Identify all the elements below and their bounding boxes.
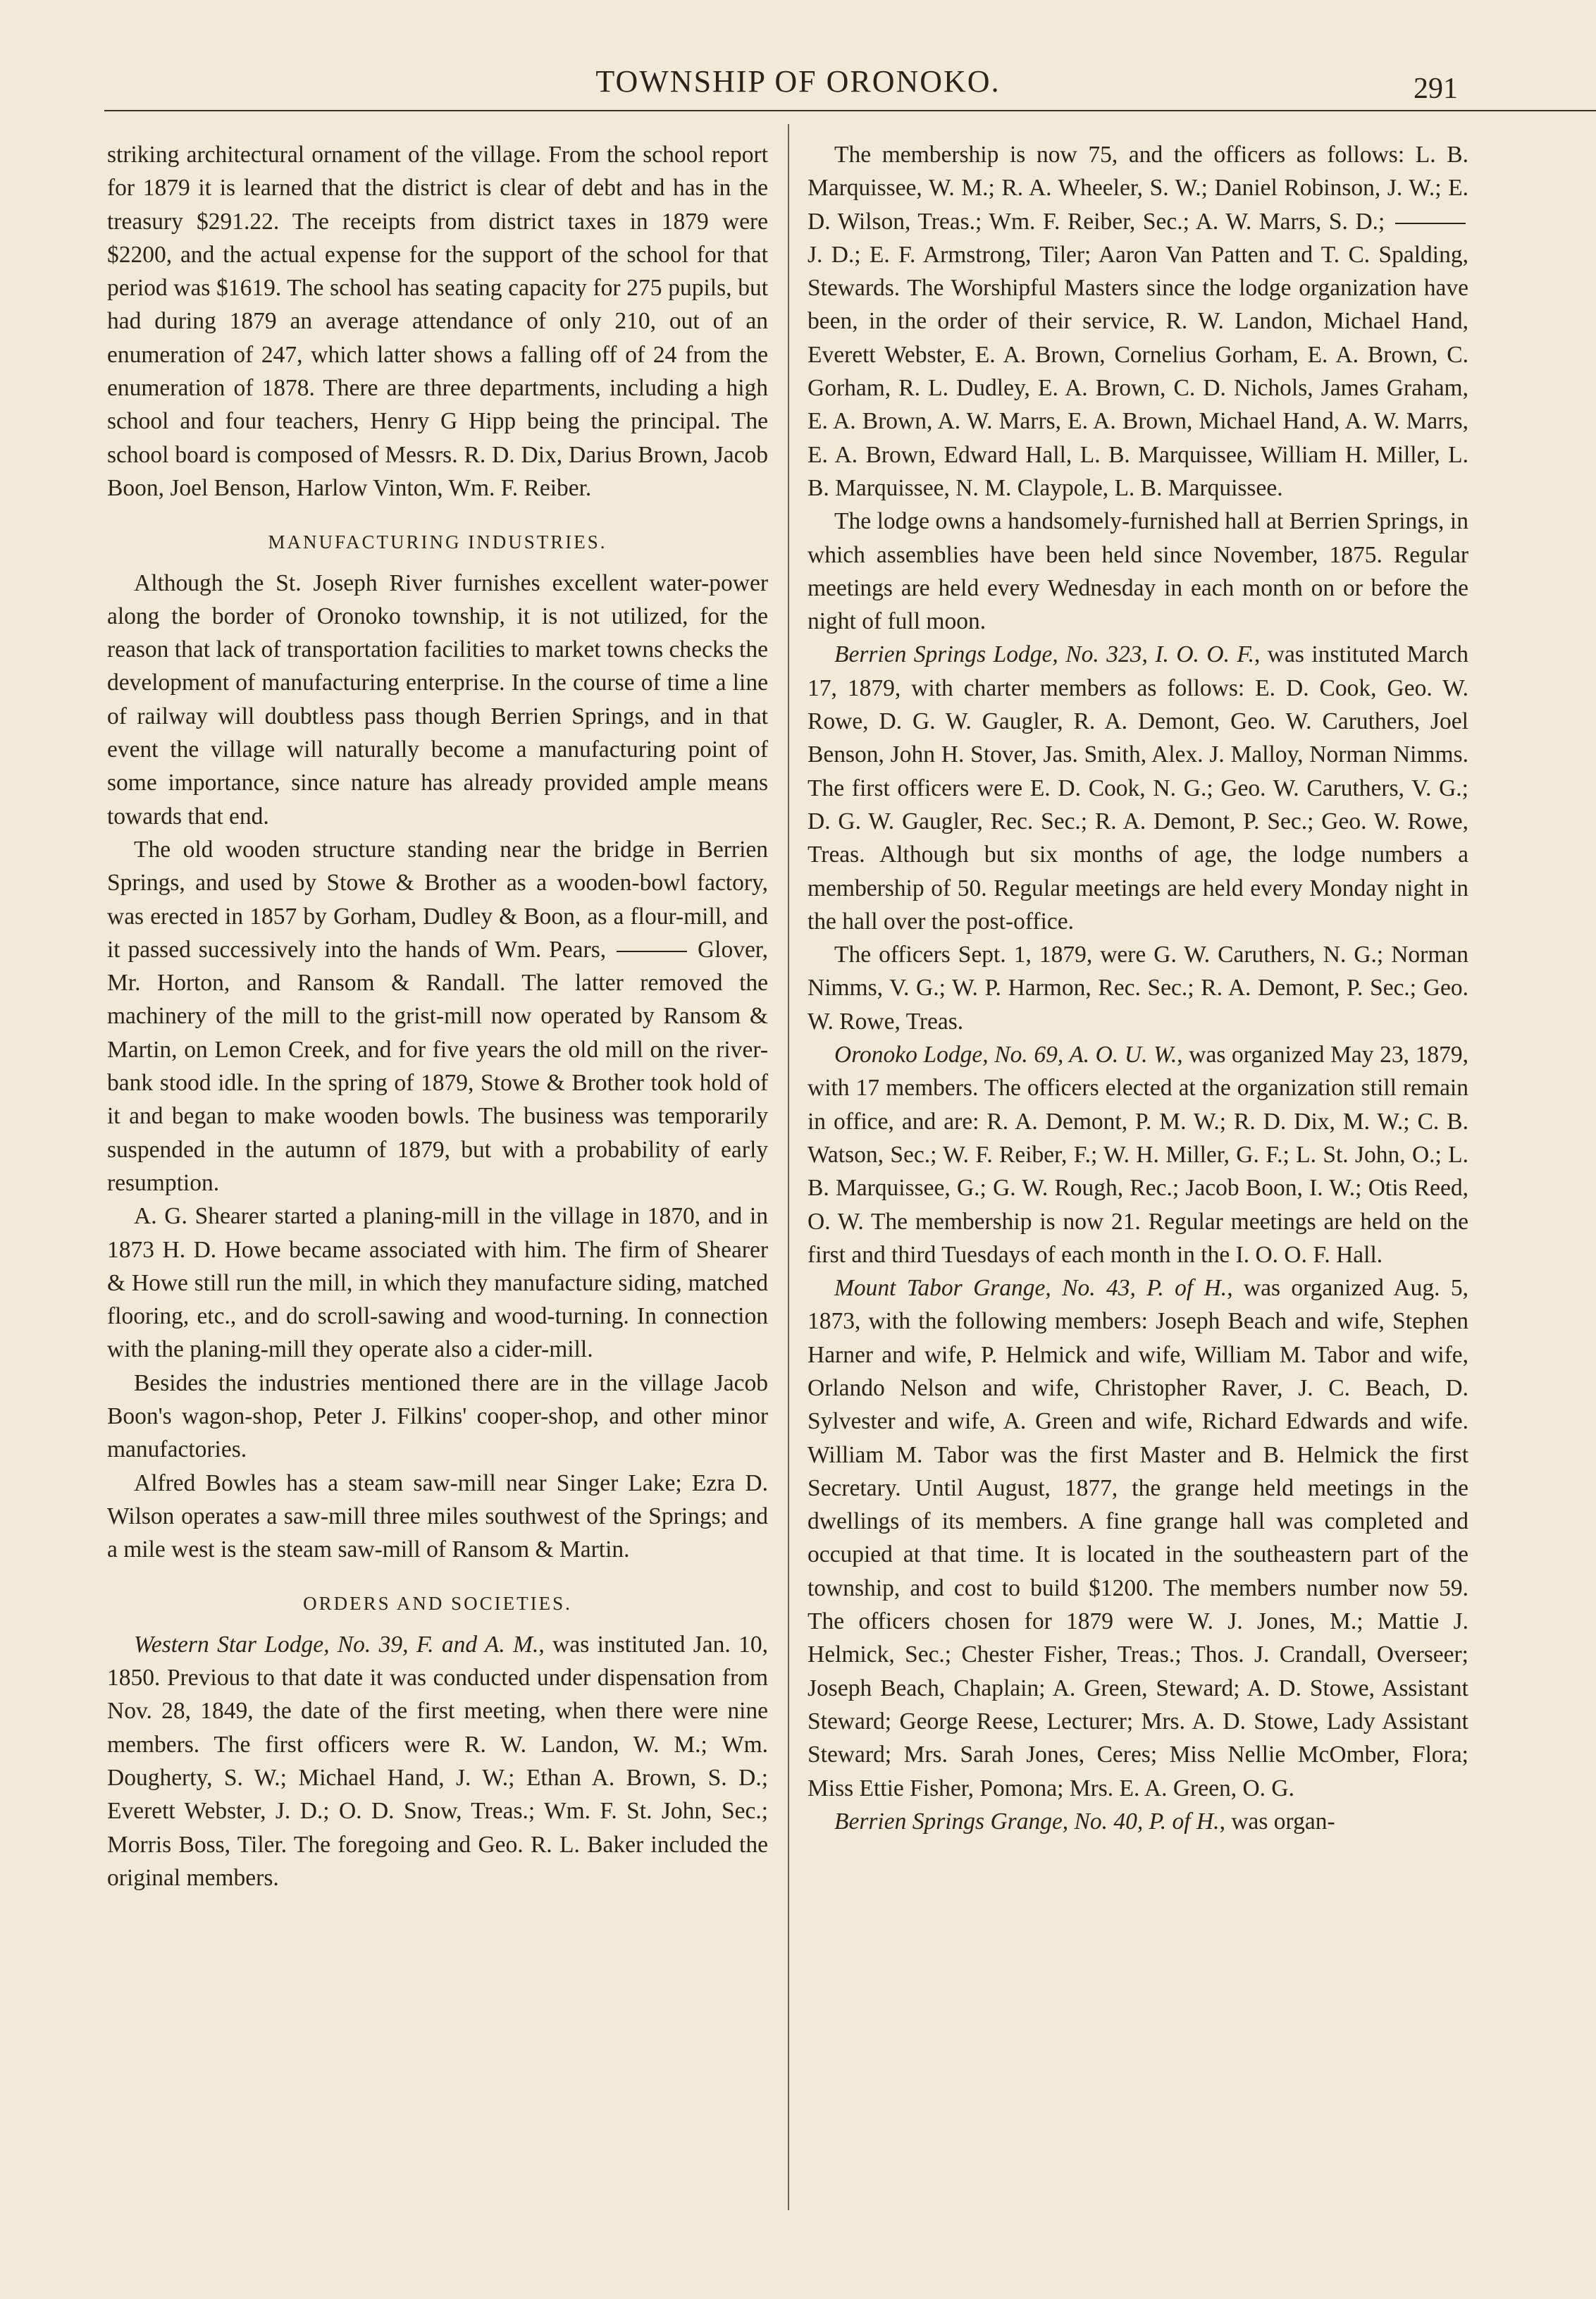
wooden-structure-text-a: The old wooden structure standing near the bridge in Berrien Springs, and used by Stowe & Brother as a wooden-bowl factory, was erected in 1857 by Gorham, Dudley & Boon, as a flour-mill, and it passed successively into the hands of Wm. Pears, [107,836,768,963]
planing-mill-paragraph: A. G. Shearer started a planing-mill in the village in 1870, and in 1873 H. D. Howe became associated with him. The firm of Shearer & Howe still run the mill, in which they manufacture siding, matched flooring, etc., and do scroll-sawing and wood-turning. In connection with the planing-mill they operate also a cider-mill. [107,1203,768,1363]
column-divider [788,124,789,2210]
page-header [0,56,1596,113]
right-column [808,138,1468,1838]
school-paragraph: striking architectural ornament of the village. From the school report for 1879 it is learned that the district is clear of debt and has in the treasury $291.22. The receipts from district taxes in 1879 were $2200, and the actual expense for the support of the school for that period was $1619. The school has seating capacity for 275 pupils, but had during 1879 an average attendance of only 210, out of an enumeration of 247, which latter shows a falling off of 24 from the enumeration of 1878. There are three departments, including a high school and four teachers, Henry G Hipp being the principal. The school board is composed of Messrs. R. D. Dix, Darius Brown, Jacob Boon, Joel Benson, Harlow Vinton, Wm. F. Reiber. [107,142,768,501]
membership-text-a: The membership is now 75, and the officers as follows: L. B. Marquissee, W. M.; R. A. Wheeler, S. W.; Daniel Robinson, J. W.; E. D. Wilson, Treas.; Wm. F. Reiber, Sec.; A. W. Marrs, S. D.; [808,142,1468,235]
officers-paragraph: The officers Sept. 1, 1879, were G. W. Caruthers, N. G.; Norman Nimms, V. G.; W. P. Harmon, Rec. Sec.; R. A. Demont, P. Sec.; Geo. W. Rowe, Treas. [808,942,1468,1035]
mount-tabor-grange-name: Mount Tabor Grange, No. 43, P. of H. [834,1275,1227,1302]
wooden-structure-text-b: Glover, Mr. Horton, and Ransom & Randall. The latter removed the machinery of the mill to the grist-mill now operated by Ransom & Martin, on Lemon Creek, and for five years the old mill on the river-bank stood idle. In the spring of 1879, Stowe & Brother took hold of it and began to make wooden bowls. The business was temporarily suspended in the autumn of 1879, but with a probability of early resumption. [107,936,768,1196]
blank-rule [1395,223,1466,224]
mount-tabor-text: , was organized Aug. 5, 1873, with the following members: Joseph Beach and wife, Stephen Harner and wife, P. Helmick and wife, William M. Tabor and wife, Orlando Nelson and wife, Christopher Raver, J. C. Beach, D. Sylvester and wife, A. Green and wife, Richard Edwards and wife. William M. Tabor was the first Master and B. Helmick the first Secretary. Until August, 1877, the grange held meetings in the dwellings of its members. A fine grange hall was completed and occupied at that time. It is located in the southeastern part of the township, and cost to build $1200. The members number now 59. The officers chosen for 1879 were W. J. Jones, M.; Mattie J. Helmick, Sec.; Chester Fisher, Treas.; Thos. J. Crandall, Overseer; Joseph Beach, Chaplain; A. Green, Steward; A. D. Stowe, Assistant Steward; George Reese, Lecturer; Mrs. A. D. Stowe, Lady Assistant Steward; Mrs. Sarah Jones, Ceres; Miss Nellie McOmber, Flora; Miss Ettie Fisher, Pomona; Mrs. E. A. Green, O. G. [808,1275,1468,1801]
page-number: 291 [1413,73,1458,105]
oronoko-lodge-paragraph [808,1038,1468,1271]
wooden-structure-paragraph [107,833,768,1200]
running-title: TOWNSHIP OF ORONOKO. [595,64,1001,99]
blank-rule [617,951,687,952]
western-star-paragraph [107,1628,768,1894]
membership-text-b: J. D.; E. F. Armstrong, Tiler; Aaron Van Patten and T. C. Spalding, Stewards. The Worshipful Masters since the lodge organization have been, in the order of their service, R. W. Landon, Michael Hand, Everett Webster, E. A. Brown, Cornelius Gorham, E. A. Brown, C. Gorham, R. L. Dudley, E. A. Brown, C. D. Nichols, James Graham, E. A. Brown, A. W. Marrs, E. A. Brown, Michael Hand, A. W. Marrs, E. A. Brown, Edward Hall, L. B. Marquissee, William H. Miller, L. B. Marquissee, N. M. Claypole, L. B. Marquissee. [808,241,1468,501]
oronoko-lodge-name: Oronoko Lodge, No. 69, A. O. U. W. [834,1042,1177,1068]
berrien-lodge-text: , was instituted March 17, 1879, with charter members as follows: E. D. Cook, Geo. W. Rowe, D. G. W. Gaugler, R. A. Demont, Geo. W. Caruthers, Joel Benson, John H. Stover, Jas. Smith, Alex. J. Malloy, Norman Nimms. The first officers were E. D. Cook, N. G.; Geo. W. Caruthers, V. G.; D. G. W. Gaugler, Rec. Sec.; R. A. Demont, P. Sec.; Geo. W. Rowe, Treas. Although but six months of age, the lodge numbers a membership of 50. Regular meetings are held every Monday night in the hall over the post-office. [808,641,1468,935]
oronoko-lodge-text: , was organized May 23, 1879, with 17 members. The officers elected at the organization still remain in office, and are: R. A. Demont, P. M. W.; R. D. Dix, M. W.; C. B. Watson, Sec.; W. F. Reiber, F.; W. H. Miller, G. F.; L. St. John, O.; L. B. Marquissee, G.; G. W. Rough, Rec.; Jacob Boon, I. W.; Otis Reed, O. W. The membership is now 21. Regular meetings are held on the first and third Tuesdays of each month in the I. O. O. F. Hall. [808,1042,1468,1268]
manufacturing-heading: MANUFACTURING INDUSTRIES. [268,531,607,553]
lodge-hall-paragraph: The lodge owns a handsomely-furnished hall at Berrien Springs, in which assemblies have been held since November, 1875. Regular meetings are held every Wednesday in each month on or before the night of full moon. [808,508,1468,635]
left-column [107,138,768,1894]
mount-tabor-paragraph [808,1271,1468,1805]
berrien-grange-name: Berrien Springs Grange, No. 40, P. of H. [834,1808,1220,1835]
berrien-lodge-paragraph [808,638,1468,938]
western-star-lodge-name: Western Star Lodge, No. 39, F. and A. M. [134,1631,539,1658]
berrien-lodge-name: Berrien Springs Lodge, No. 323, I. O. O. F. [834,641,1254,668]
saw-mills-paragraph: Alfred Bowles has a steam saw-mill near Singer Lake; Ezra D. Wilson operates a saw-mill three miles southwest of the Springs; and a mile west is the steam saw-mill of Ransom & Martin. [107,1469,768,1563]
water-power-paragraph: Although the St. Joseph River furnishes excellent water-power along the border of Oronoko township, it is not utilized, for the reason that lack of transportation facilities to market towns checks the development of manufacturing enterprise. In the course of time a line of railway will doubtless pass though Berrien Springs, and in that event the village will naturally become a manufacturing point of some importance, since nature has already provided ample means towards that end. [107,569,768,830]
western-star-text: , was instituted Jan. 10, 1850. Previous to that date it was conducted under dispensation from Nov. 28, 1849, the date of the first meeting, when there were nine members. The first officers were R. W. Landon, W. M.; Wm. Dougherty, S. W.; Michael Hand, J. W.; Ethan A. Brown, S. D.; Everett Webster, J. D.; O. D. Snow, Treas.; Wm. F. St. John, Sec.; Morris Boss, Tiler. The foregoing and Geo. R. L. Baker included the original members. [107,1631,769,1891]
berrien-grange-paragraph [808,1805,1468,1838]
berrien-grange-text: , was organ- [1219,1808,1335,1835]
header-rule [104,110,1596,111]
orders-heading: ORDERS AND SOCIETIES. [303,1593,572,1615]
industries-paragraph: Besides the industries mentioned there are in the village Jacob Boon's wagon-shop, Peter J. Filkins' cooper-shop, and other minor manufactories. [107,1369,768,1463]
membership-paragraph [808,138,1468,505]
